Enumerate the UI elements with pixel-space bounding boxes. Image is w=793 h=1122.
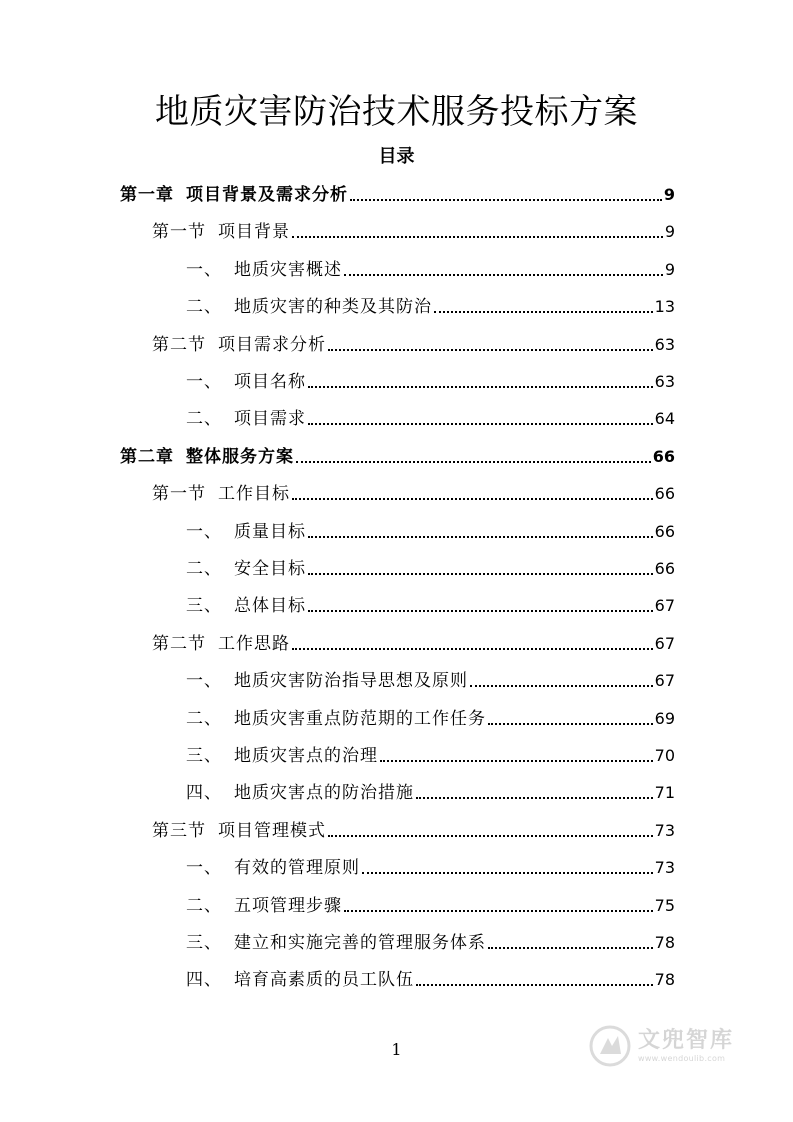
toc-entry-title: 地质灾害点的防治措施 [234, 783, 414, 804]
toc-entry-section[interactable] [152, 625, 675, 655]
toc-entry-page: 69 [654, 708, 675, 728]
toc-entry-text [186, 296, 432, 318]
toc-entry-text [120, 184, 348, 206]
toc-entry-page: 71 [654, 783, 675, 803]
toc-dot-leader [362, 872, 653, 874]
toc-entry-number: 第一节 [152, 222, 206, 243]
toc-dot-leader [308, 610, 653, 612]
toc-entry-text [152, 221, 290, 243]
toc-dot-leader [488, 723, 653, 725]
toc-entry-page: 66 [654, 484, 675, 504]
toc-entry-number: 第一章 [120, 185, 174, 205]
toc-entry-text [186, 371, 306, 393]
toc-entry-item[interactable] [186, 363, 675, 393]
toc-entry-text [152, 820, 326, 842]
toc-dot-leader [296, 461, 651, 463]
toc-dot-leader [434, 311, 653, 313]
toc-dot-leader [328, 835, 653, 837]
toc-entry-page: 67 [654, 633, 675, 653]
toc-entry-page: 67 [654, 596, 675, 616]
toc-entry-section[interactable] [152, 326, 675, 356]
toc-entry-number: 二、 [186, 895, 222, 916]
toc-entry-title: 培育高素质的员工队伍 [234, 970, 414, 991]
toc-entry-title: 整体服务方案 [186, 446, 294, 467]
toc-entry-item[interactable] [186, 849, 675, 879]
toc-entry-item[interactable] [186, 400, 675, 430]
toc-entry-title: 地质灾害概述 [234, 259, 342, 280]
toc-entry-text [152, 334, 326, 356]
toc-entry-section[interactable] [152, 812, 675, 842]
toc-entry-text [186, 558, 306, 580]
watermark-icon [588, 1024, 632, 1068]
toc-dot-leader [344, 274, 663, 276]
toc-dot-leader [350, 199, 662, 201]
toc-entry-title: 项目名称 [234, 372, 306, 392]
toc-heading: 目录 [378, 146, 415, 167]
toc-entry-page: 73 [654, 858, 675, 878]
toc-dot-leader [308, 386, 653, 388]
toc-entry-page: 67 [654, 671, 675, 691]
toc-dot-leader [488, 947, 653, 949]
page-number: 1 [391, 1040, 402, 1059]
toc-entry-number: 二、 [186, 559, 222, 579]
toc-entry-number: 一、 [186, 671, 222, 692]
toc-entry-text [186, 932, 486, 954]
toc-entry-number: 第二节 [152, 334, 206, 355]
toc-entry-page: 9 [664, 259, 675, 279]
toc-entry-page: 70 [654, 746, 675, 765]
toc-entry-page: 64 [654, 409, 675, 429]
toc-entry-page: 66 [654, 559, 675, 578]
toc-entry-number: 一、 [186, 372, 222, 392]
toc-entry-text [152, 483, 290, 505]
toc-entry-title: 有效的管理原则 [234, 858, 360, 879]
toc-entry-title: 地质灾害点的治理 [234, 746, 378, 766]
toc-entry-text [152, 633, 290, 655]
toc-entry-page: 9 [664, 222, 675, 242]
toc-entry-text [186, 969, 414, 991]
toc-entry-number: 二、 [186, 409, 222, 430]
toc-entry-title: 质量目标 [234, 521, 306, 542]
toc-entry-text [120, 446, 294, 468]
toc-entry-text [186, 895, 342, 917]
toc-dot-leader [308, 573, 653, 575]
watermark-logo [588, 1022, 758, 1070]
toc-entry-title: 五项管理步骤 [234, 895, 342, 916]
toc-entry-text [186, 521, 306, 543]
toc-entry-item[interactable] [186, 700, 675, 730]
toc-dot-leader [308, 536, 653, 538]
toc-entry-item[interactable] [186, 737, 675, 767]
toc-entry-item[interactable] [186, 513, 675, 543]
toc-entry-page: 66 [654, 521, 675, 541]
toc-entry-item[interactable] [186, 774, 675, 804]
toc-dot-leader [328, 349, 653, 351]
toc-entry-title: 项目需求 [234, 409, 306, 430]
toc-entry-text [186, 259, 342, 281]
toc-entry-page: 75 [654, 895, 675, 915]
toc-entry-text [186, 745, 378, 767]
toc-entry-section[interactable] [152, 475, 675, 505]
toc-entry-number: 一、 [186, 521, 222, 542]
toc-entry-title: 项目需求分析 [218, 334, 326, 355]
toc-entry-text [186, 595, 306, 617]
toc-entry-section[interactable] [152, 213, 675, 243]
watermark-name: 文兜智库 [638, 1028, 735, 1053]
toc-dot-leader [292, 648, 653, 650]
toc-entry-title: 建立和实施完善的管理服务体系 [234, 933, 486, 953]
toc-entry-number: 三、 [186, 933, 222, 953]
toc-dot-leader [308, 423, 653, 425]
toc-entry-page: 73 [654, 820, 675, 840]
toc-entry-text [186, 857, 360, 879]
toc-entry-item[interactable] [186, 587, 675, 617]
toc-entry-title: 地质灾害防治指导思想及原则 [234, 671, 468, 692]
toc-dot-leader [416, 984, 653, 986]
toc-entry-number: 四、 [186, 970, 222, 991]
toc-entry-page: 63 [654, 372, 675, 391]
toc-entry-title: 总体目标 [234, 596, 306, 617]
toc-entry-chapter[interactable] [120, 438, 675, 468]
toc-entry-number: 二、 [186, 708, 222, 729]
toc-dot-leader [416, 797, 653, 799]
toc-entry-number: 第一节 [152, 484, 206, 505]
toc-entry-number: 三、 [186, 596, 222, 617]
toc-entry-title: 项目背景及需求分析 [186, 185, 348, 205]
toc-entry-title: 工作思路 [218, 633, 290, 654]
toc-entry-number: 二、 [186, 297, 222, 318]
toc-dot-leader [470, 685, 653, 687]
toc-entry-text [186, 782, 414, 804]
toc-entry-page: 63 [654, 334, 675, 354]
toc-entry-number: 第二章 [120, 446, 174, 467]
toc-entry-item[interactable] [186, 550, 675, 580]
document-title: 地质灾害防治技术服务投标方案 [155, 92, 638, 132]
toc-entry-item[interactable] [186, 887, 675, 917]
toc-entry-number: 一、 [186, 858, 222, 879]
toc-entry-title: 项目管理模式 [218, 820, 326, 841]
toc-entry-text [186, 670, 468, 692]
toc-entry-title: 地质灾害重点防范期的工作任务 [234, 708, 486, 729]
toc-entry-item[interactable] [186, 961, 675, 991]
toc-entry-text [186, 708, 486, 730]
toc-entry-page: 13 [654, 297, 675, 317]
toc-entry-number: 第三节 [152, 820, 206, 841]
toc-entry-title: 安全目标 [234, 559, 306, 579]
toc-dot-leader [292, 236, 663, 238]
toc-entry-item[interactable] [186, 924, 675, 954]
toc-dot-leader [344, 910, 653, 912]
toc-dot-leader [380, 760, 653, 762]
toc-dot-leader [292, 498, 653, 500]
toc-entry-page: 78 [654, 970, 675, 990]
toc-entry-number: 四、 [186, 783, 222, 804]
toc-entry-item[interactable] [186, 251, 675, 281]
toc-entry-page: 66 [652, 446, 675, 466]
toc-entry-chapter[interactable] [120, 176, 675, 206]
toc-entry-title: 工作目标 [218, 484, 290, 505]
toc-entry-number: 三、 [186, 746, 222, 766]
toc-entry-number: 第二节 [152, 633, 206, 654]
toc-entry-text [186, 408, 306, 430]
toc-entry-number: 一、 [186, 259, 222, 280]
toc-entry-title: 地质灾害的种类及其防治 [234, 297, 432, 318]
toc-entry-item[interactable] [186, 288, 675, 318]
toc-entry-page: 78 [654, 933, 675, 952]
toc-entry-title: 项目背景 [218, 222, 290, 243]
toc-entry-page: 9 [663, 185, 675, 204]
watermark-url: www.wendoulib.com [638, 1054, 726, 1063]
toc-entry-item[interactable] [186, 662, 675, 692]
